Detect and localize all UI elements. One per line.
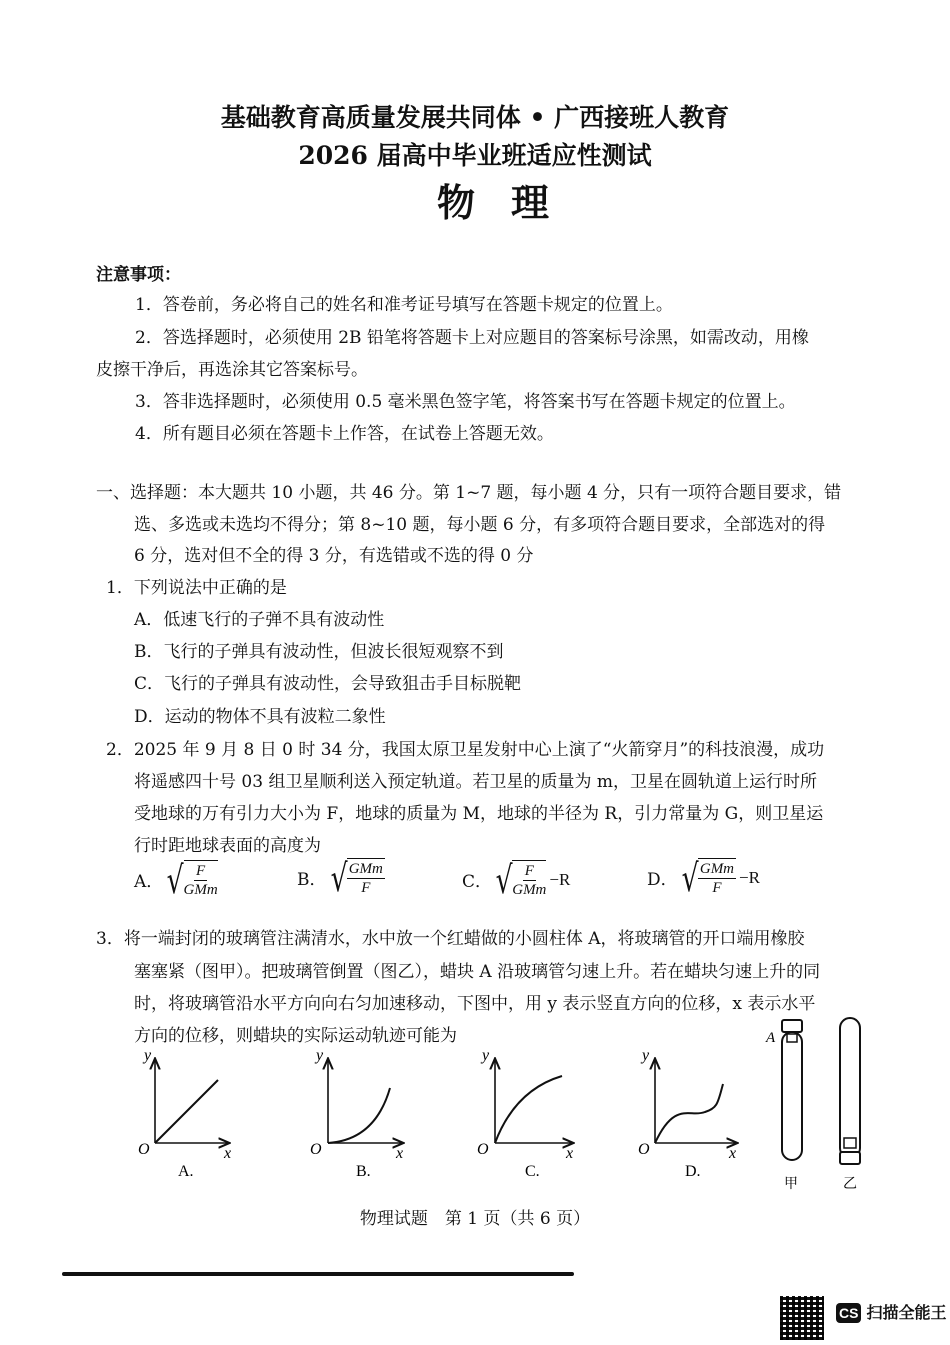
radical-icon: √ xyxy=(330,855,348,900)
graph-c xyxy=(477,1047,573,1180)
axis-y-label: y xyxy=(144,1047,152,1064)
trajectory-curve-b xyxy=(328,1088,390,1143)
graph-b xyxy=(310,1047,403,1180)
graph-label-c: C. xyxy=(525,1163,540,1180)
question-3-graphs xyxy=(120,1040,770,1180)
subject-title: 物理 xyxy=(436,180,585,225)
question-2-stem: 行时距地球表面的高度为 xyxy=(134,836,321,856)
wax-block-a xyxy=(844,1138,856,1148)
question-2-option-c: C． √ $\frac{F}{\text{GMm}}$ −R xyxy=(462,857,571,902)
qr-code-icon xyxy=(780,1296,824,1340)
section-instructions: 6 分，选对但不全的得 3 分，有选错或不选的得 0 分 xyxy=(134,546,534,566)
scanner-app-name: 扫描全能王 xyxy=(866,1305,947,1322)
tube-label-jia: 甲 xyxy=(784,1176,798,1192)
wax-block-a xyxy=(787,1034,797,1042)
tube-jia xyxy=(765,1020,802,1192)
trajectory-curve-d xyxy=(655,1084,723,1143)
question-3-stem: 方向的位移，则蜡块的实际运动轨迹可能为 xyxy=(134,1026,457,1046)
svg-text:x: x xyxy=(566,1145,574,1162)
notice-item: 皮擦干净后，再选涂其它答案标号。 xyxy=(96,360,368,380)
cs-logo-icon: CS xyxy=(836,1303,861,1323)
svg-text:O: O xyxy=(477,1141,489,1158)
trajectory-curve-c xyxy=(495,1076,562,1143)
svg-text:y: y xyxy=(482,1047,490,1064)
svg-text:x: x xyxy=(396,1145,404,1162)
graph-label-a: A. xyxy=(178,1163,194,1180)
question-3-stem: 时，将玻璃管沿水平方向向右匀加速移动，下图中，用 y 表示竖直方向的位移，x 表示水平 xyxy=(134,994,816,1014)
question-1-option-c: C．飞行的子弹具有波动性，会导致狙击手目标脱靶 xyxy=(134,674,522,694)
svg-text:x: x xyxy=(729,1145,737,1162)
section-instructions: 一、选择题：本大题共 10 小题，共 46 分。第 1~7 题，每小题 4 分，只有一项符合题目要求，错 xyxy=(96,483,842,503)
tube-yi xyxy=(840,1018,860,1192)
question-3-stem: 3．将一端封闭的玻璃管注满清水，水中放一个红蜡做的小圆柱体 A，将玻璃管的开口端用橡胶 xyxy=(96,929,805,949)
header-line2: 2026 届高中毕业班适应性测试 xyxy=(298,141,652,170)
radical-icon: √ xyxy=(166,857,184,902)
question-1-option-d: D．运动的物体不具有波粒二象性 xyxy=(134,707,386,727)
graph-label-d: D. xyxy=(685,1163,701,1180)
scanner-watermark xyxy=(836,1300,947,1323)
origin-label: O xyxy=(138,1141,150,1158)
notice-item: 4．所有题目必须在答题卡上作答，在试卷上答题无效。 xyxy=(135,424,554,444)
trajectory-line-a xyxy=(155,1080,218,1143)
glass-tubes-figure xyxy=(760,1012,870,1192)
notice-title: 注意事项： xyxy=(96,265,181,285)
notice-item: 2．答选择题时，必须使用 2B 铅笔将答题卡上对应题目的答案标号涂黑，如需改动，用橡 xyxy=(135,328,809,348)
question-2-option-b: B． √ $\frac{\text{GMm}}{F}$ xyxy=(297,855,383,900)
question-2-stem: 受地球的万有引力大小为 F，地球的质量为 M，地球的半径为 R，引力常量为 G，则卫星运 xyxy=(134,804,824,824)
svg-text:y: y xyxy=(642,1047,650,1064)
question-2-option-d: D． √ $\frac{\text{GMm}}{F}$ −R xyxy=(647,855,760,900)
notice-item: 3．答非选择题时，必须使用 0.5 毫米黑色签字笔，将答案书写在答题卡规定的位置上。 xyxy=(135,392,796,412)
question-1-option-b: B．飞行的子弹具有波动性，但波长很短观察不到 xyxy=(134,642,504,662)
notice-item: 1．答卷前，务必将自己的姓名和准考证号填写在答题卡规定的位置上。 xyxy=(135,295,673,315)
question-1-option-a: A．低速飞行的子弹不具有波动性 xyxy=(134,610,385,630)
question-2-option-a: A． √ $\frac{F}{\text{GMm}}$ xyxy=(134,857,218,902)
question-2-stem: 2．2025 年 9 月 8 日 0 时 34 分，我国太原卫星发射中心上演了“火箭穿月”的科技浪漫，成功 xyxy=(106,740,825,760)
radical-icon: √ xyxy=(681,855,699,900)
tube-label-yi: 乙 xyxy=(843,1176,857,1192)
svg-text:y: y xyxy=(316,1047,324,1064)
graph-d xyxy=(638,1047,736,1180)
section-instructions: 选、多选或未选均不得分；第 8~10 题，每小题 6 分，有多项符合题目要求，全部选对的得 xyxy=(134,515,826,535)
scan-artifact-line xyxy=(62,1272,574,1276)
svg-text:O: O xyxy=(638,1141,650,1158)
question-1-stem: 1．下列说法中正确的是 xyxy=(106,578,287,598)
axis-x-label: x xyxy=(224,1145,232,1162)
page-footer: 物理试题 第 1 页（共 6 页） xyxy=(359,1209,591,1229)
graph-a xyxy=(138,1047,231,1180)
question-3-stem: 塞塞紧（图甲）。把玻璃管倒置（图乙），蜡块 A 沿玻璃管匀速上升。若在蜡块匀速上升的同 xyxy=(134,962,821,982)
question-2-stem: 将遥感四十号 03 组卫星顺利送入预定轨道。若卫星的质量为 m，卫星在圆轨道上运行时所 xyxy=(134,772,817,792)
radical-icon: √ xyxy=(495,857,513,902)
tube-a-label: A xyxy=(766,1030,776,1046)
svg-text:O: O xyxy=(310,1141,322,1158)
header-line1: 基础教育高质量发展共同体 • 广西接班人教育 xyxy=(220,103,730,132)
graph-label-b: B. xyxy=(356,1163,371,1180)
